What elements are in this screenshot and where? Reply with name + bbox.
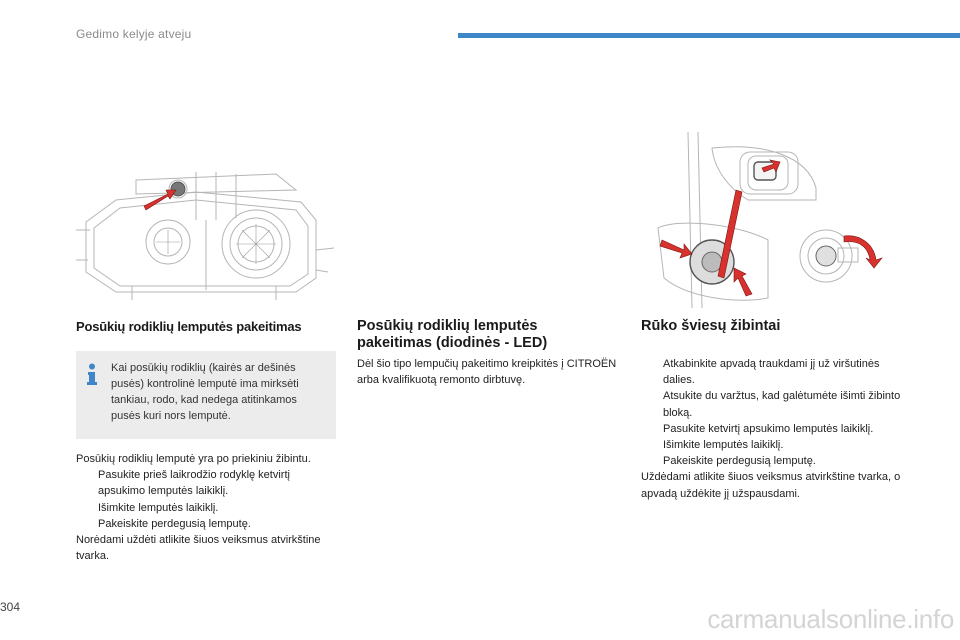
section-heading-led-turn-signal: Posūkių rodiklių lemputės pakeitimas (diodinės - LED) bbox=[357, 318, 548, 351]
col3-outro: Uždėdami atlikite šiuos veiksmus atvirkštine tvarka, o apvadą uždėkite jį užspausdami. bbox=[641, 471, 901, 500]
page-number: 304 bbox=[0, 600, 21, 614]
info-icon bbox=[84, 363, 98, 385]
headlamp-illustration bbox=[76, 160, 338, 300]
col1-instructions bbox=[76, 451, 338, 564]
running-header: Gedimo kelyje atveju bbox=[76, 27, 192, 41]
col1-step-3: Pakeiskite perdegusią lemputę. bbox=[98, 517, 251, 530]
section-heading-turn-signal-bulb: Posūkių rodiklių lemputės pakeitimas bbox=[76, 319, 302, 334]
fog-lamp-illustration bbox=[648, 128, 900, 308]
col3-step-1: Atkabinkite apvadą traukdami jį už viršutinės dalies. bbox=[663, 358, 880, 387]
col3-step-2: Atsukite du varžtus, kad galėtumėte išimti žibinto bloką. bbox=[663, 390, 901, 419]
col2-body: Dėl šio tipo lempučių pakeitimo kreipkitės į CITROËN arba kvalifikuotą remonto dirbtuvę. bbox=[357, 358, 617, 387]
col3-step-3: Pasukite ketvirtį apsukimo lemputės laikiklį. bbox=[663, 422, 874, 435]
col1-step-2: Išimkite lemputės laikiklį. bbox=[98, 501, 219, 514]
info-box bbox=[76, 351, 336, 439]
col3-step-5: Pakeiskite perdegusią lemputę. bbox=[663, 455, 816, 468]
col3-step-4: Išimkite lemputės laikiklį. bbox=[663, 439, 784, 452]
header-accent-bar bbox=[458, 33, 960, 38]
col1-outro: Norėdami uždėti atlikite šiuos veiksmus atvirkštine tvarka. bbox=[76, 534, 321, 563]
section-heading-fog-lamps: Rūko šviesų žibintai bbox=[641, 318, 781, 334]
watermark: carmanualsonline.info bbox=[707, 604, 954, 634]
info-text: Kai posūkių rodiklių (kairės ar dešinės pusės) kontrolinė lemputė ima mirksėti tankiau, rodo, kad nedega atitinkamos pusės kuri nors lemputė. bbox=[111, 362, 299, 422]
col3-instructions bbox=[641, 356, 903, 502]
col1-intro: Posūkių rodiklių lemputė yra po priekiniu žibintu. bbox=[76, 453, 311, 465]
col1-step-1: Pasukite prieš laikrodžio rodyklę ketvirtį apsukimo lemputės laikiklį. bbox=[98, 469, 290, 498]
